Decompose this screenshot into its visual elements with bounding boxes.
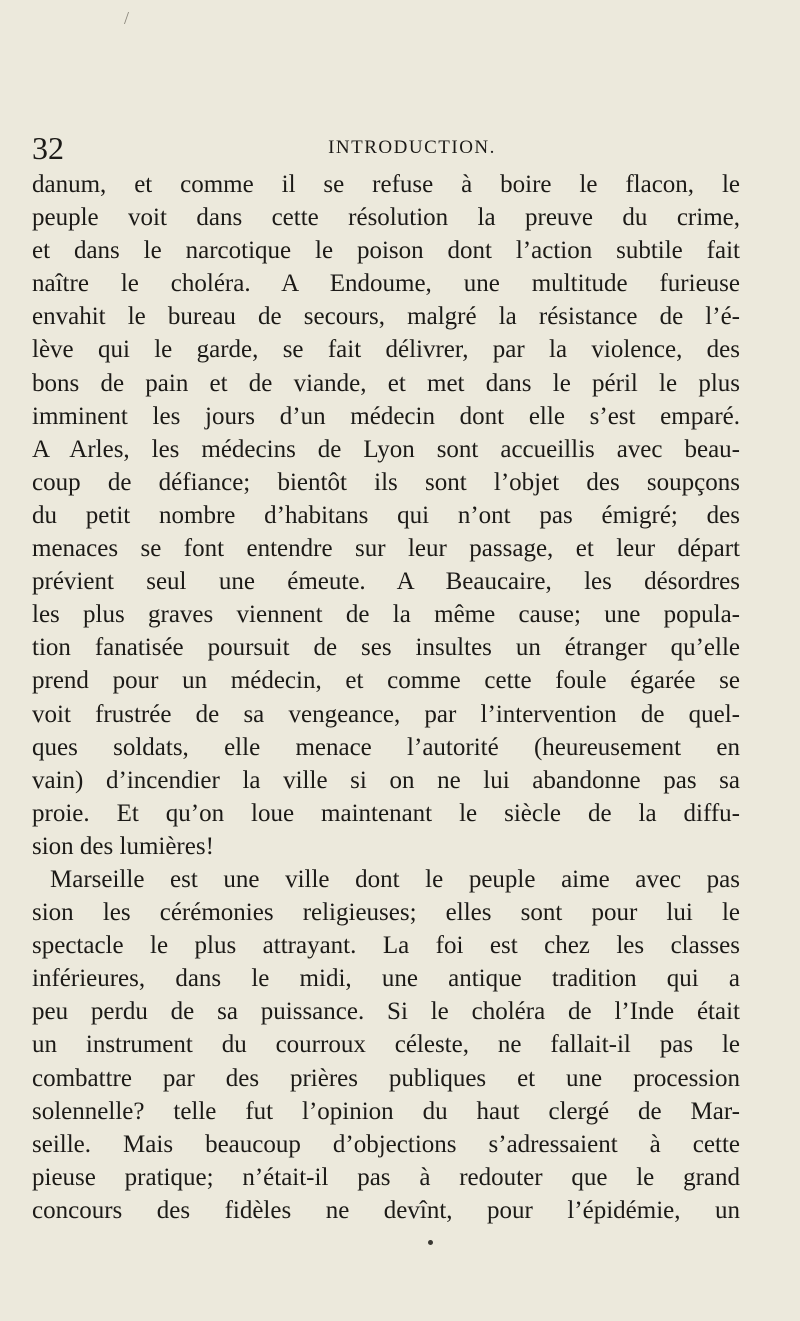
text-line: peuple voit dans cette résolution la preuve du crime, <box>32 204 740 232</box>
text-line: menaces se font entendre sur leur passage, et leur départ <box>32 535 740 563</box>
text-line: un instrument du courroux céleste, ne fallait-il pas le <box>32 1031 740 1059</box>
text-line: du petit nombre d’habitans qui n’ont pas émigré; des <box>32 501 740 529</box>
text-line: bons de pain et de viande, et met dans le péril le plus <box>32 369 740 397</box>
text-line: danum, et comme il se refuse à boire le flacon, le <box>32 171 740 198</box>
text-line: prend pour un médecin, et comme cette foule égarée se <box>32 667 740 695</box>
text-line: coup de défiance; bientôt ils sont l’objet des soupçons <box>32 468 740 496</box>
text-line: concours des fidèles ne devînt, pour l’épidémie, un <box>32 1196 740 1224</box>
text-line: naître le choléra. A Endoume, une multitude furieuse <box>32 270 740 298</box>
text-line: tion fanatisée poursuit de ses insultes un étranger qu’elle <box>32 634 740 662</box>
text-line: pieuse pratique; n’était-il pas à redouter que le grand <box>32 1163 740 1191</box>
text-line: imminent les jours d’un médecin dont elle s’est emparé. <box>32 402 740 430</box>
text-line: spectacle le plus attrayant. La foi est chez les classes <box>32 932 740 960</box>
ink-dot <box>428 1240 433 1245</box>
text-line: proie. Et qu’on loue maintenant le siècle de la diffu- <box>32 799 740 827</box>
text-line: les plus graves viennent de la même cause; une popula- <box>32 601 740 629</box>
body-text <box>32 168 740 1227</box>
running-head <box>32 128 768 168</box>
text-line: A Arles, les médecins de Lyon sont accueillis avec beau- <box>32 435 740 463</box>
text-line: inférieures, dans le midi, une antique tradition qui a <box>32 965 740 993</box>
text-line: vain) d’incendier la ville si on ne lui abandonne pas sa <box>32 766 740 794</box>
text-line: lève qui le garde, se fait délivrer, par la violence, des <box>32 336 740 364</box>
text-line: combattre par des prières publiques et une procession <box>32 1064 740 1092</box>
text-line: peu perdu de sa puissance. Si le choléra de l’Inde était <box>32 998 740 1026</box>
text-line: voit frustrée de sa vengeance, par l’intervention de quel- <box>32 700 740 728</box>
text-line: sion les cérémonies religieuses; elles sont pour lui le <box>32 899 740 927</box>
header-title: INTRODUCTION. <box>328 137 496 158</box>
paragraph-end-line: sion des lumières! <box>32 832 214 860</box>
page-number: 32 <box>32 130 64 166</box>
text-line: ques soldats, elle menace l’autorité (heureusement en <box>32 733 740 761</box>
text-line: et dans le narcotique le poison dont l’action subtile fait <box>32 237 740 265</box>
text-line: seille. Mais beaucoup d’objections s’adressaient à cette <box>32 1130 740 1158</box>
corner-mark: / <box>124 8 130 28</box>
text-line: prévient seul une émeute. A Beaucaire, les désordres <box>32 568 740 596</box>
text-line: envahit le bureau de secours, malgré la résistance de l’é- <box>32 303 740 331</box>
text-line: solennelle? telle fut l’opinion du haut clergé de Mar- <box>32 1097 740 1125</box>
paragraph-start-line: Marseille est une ville dont le peuple aime avec pas <box>50 865 740 893</box>
